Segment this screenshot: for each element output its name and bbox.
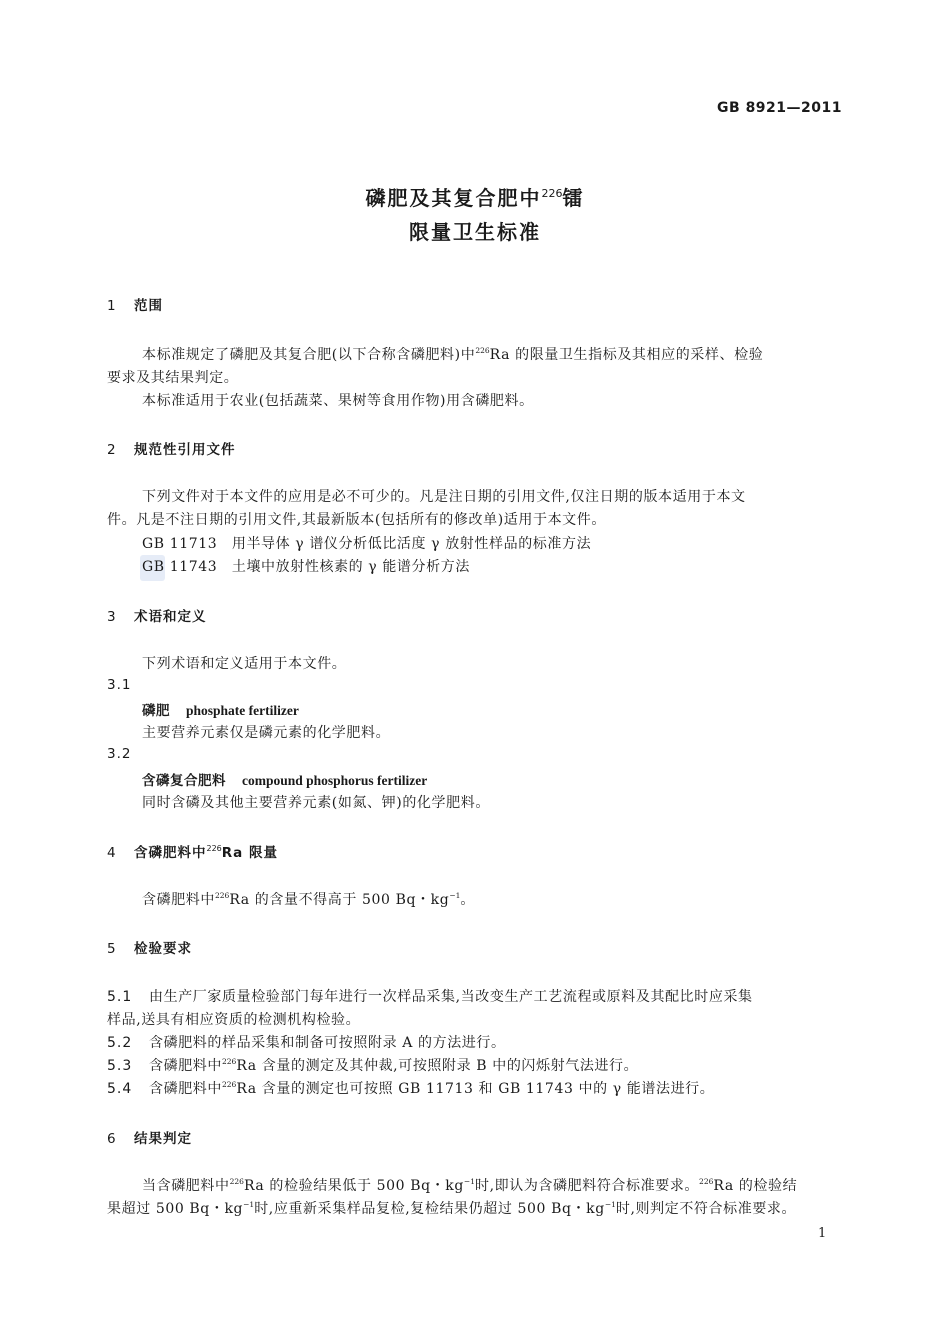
clause-5-4: 5.4 含磷肥料中$^{226}$Ra 含量的测定也可按照 GB 11713 和 GB 11743 中的 γ 能谱法进行。	[107, 1080, 715, 1097]
document-title-line2: 限量卫生标准	[409, 220, 541, 244]
section-1-paragraph-1-line-2: 要求及其结果判定。	[107, 370, 239, 386]
section-3-heading: 3 术语和定义	[107, 609, 207, 625]
term-3-2-number: 3.2	[107, 746, 132, 762]
section-4-heading: 4 含磷肥料中$^{226}$Ra 限量	[107, 844, 278, 861]
clause-5-2: 5.2 含磷肥料的样品采集和制备可按照附录 A 的方法进行。	[107, 1035, 506, 1051]
section-4-limit-statement: 含磷肥料中$^{226}$Ra 的含量不得高于 500 Bq・$kg^{-1}$。	[142, 891, 475, 908]
page-number: 1	[818, 1226, 827, 1241]
section-6-line-2: 果超过 500 Bq・$kg^{-1}$时,应重新采集样品复检,复检结果仍超过 500 Bq・$kg^{-1}$时,则判定不符合标准要求。	[107, 1200, 797, 1217]
term-3-2-definition: 同时含磷及其他主要营养元素(如氮、钾)的化学肥料。	[142, 795, 490, 811]
term-3-1-number: 3.1	[107, 677, 132, 693]
normative-reference-gb11743: GB 11743 土壤中放射性核素的 γ 能谱分析方法	[142, 559, 470, 575]
standard-number: GB 8921—2011	[717, 100, 842, 116]
term-3-1-definition: 主要营养元素仅是磷元素的化学肥料。	[142, 725, 391, 741]
normative-reference-gb11713: GB 11713 用半导体 γ 谱仪分析低比活度 γ 放射性样品的标准方法	[142, 536, 592, 552]
clause-5-1-line-1: 5.1 由生产厂家质量检验部门每年进行一次样品采集,当改变生产工艺流程或原料及其配比时应采集	[107, 989, 753, 1005]
section-1-heading: 1 范围	[107, 298, 163, 314]
section-2-heading: 2 规范性引用文件	[107, 442, 236, 458]
section-6-heading: 6 结果判定	[107, 1131, 192, 1147]
document-title-line1: 磷肥及其复合肥中$^{226}$镭	[365, 186, 585, 210]
section-1-paragraph-1-line-1: 本标准规定了磷肥及其复合肥(以下合称含磷肥料)中$^{226}$Ra 的限量卫生指标及其相应的采样、检验	[142, 346, 764, 363]
section-2-paragraph-line-2: 件。凡是不注日期的引用文件,其最新版本(包括所有的修改单)适用于本文件。	[107, 512, 606, 528]
section-5-heading: 5 检验要求	[107, 941, 192, 957]
clause-5-3: 5.3 含磷肥料中$^{226}$Ra 含量的测定及其仲裁,可按照附录 B 中的闪烁射气法进行。	[107, 1057, 639, 1074]
section-2-paragraph-line-1: 下列文件对于本文件的应用是必不可少的。凡是注日期的引用文件,仅注日期的版本适用于本文	[142, 489, 746, 505]
term-3-1: 磷肥 phosphate fertilizer	[142, 703, 299, 719]
clause-5-1-line-2: 样品,送具有相应资质的检测机构检验。	[107, 1012, 361, 1028]
section-6-line-1: 当含磷肥料中$^{226}$Ra 的检验结果低于 500 Bq・$kg^{-1}$时,即认为含磷肥料符合标准要求。$^{226}$Ra 的检验结	[142, 1177, 798, 1194]
term-3-2: 含磷复合肥料 compound phosphorus fertilizer	[142, 773, 428, 789]
section-1-paragraph-2: 本标准适用于农业(包括蔬菜、果树等食用作物)用含磷肥料。	[142, 393, 534, 409]
section-3-intro: 下列术语和定义适用于本文件。	[142, 656, 347, 672]
